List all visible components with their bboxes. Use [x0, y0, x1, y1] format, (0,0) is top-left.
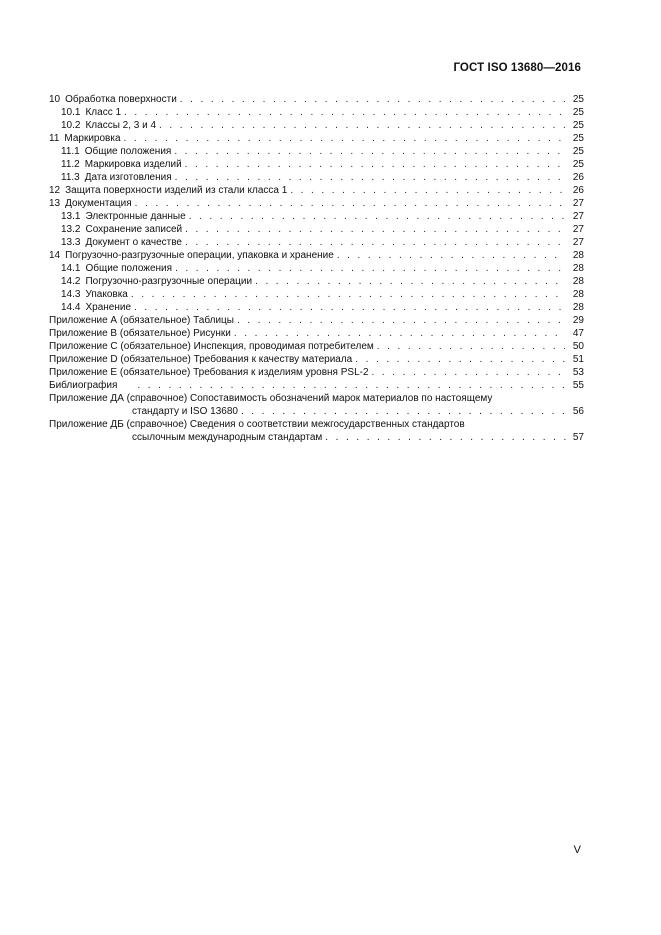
toc-entry-title: Хранение — [85, 302, 132, 313]
toc-leader — [131, 288, 565, 301]
toc-entry — [49, 93, 584, 106]
toc-entry-number: 14 — [49, 250, 61, 261]
toc-leader — [325, 431, 570, 444]
toc-leader — [185, 158, 565, 171]
toc-leader — [377, 340, 565, 353]
toc-entry-page: 25 — [572, 120, 584, 131]
toc-leader — [175, 171, 565, 184]
toc-entry-page: 26 — [572, 172, 584, 183]
toc-entry-page: 57 — [572, 432, 584, 443]
toc-leader — [290, 184, 565, 197]
toc-leader — [185, 236, 565, 249]
toc-leader — [337, 249, 565, 262]
toc-entry-page: 27 — [572, 198, 584, 209]
toc-entry-title: Документ о качестве — [85, 237, 182, 248]
toc-entry — [49, 236, 584, 249]
toc-entry-title: Электронные данные — [85, 211, 186, 222]
toc-entry — [49, 106, 584, 119]
toc-entry-title-continued: стандарту и ISO 13680 — [132, 406, 238, 417]
toc-entry — [49, 145, 584, 158]
toc-leader — [180, 93, 565, 106]
toc-leader — [255, 275, 565, 288]
toc-entry — [49, 171, 584, 184]
toc-entry-number: 12 — [49, 185, 61, 196]
toc-entry-annex-da — [49, 392, 584, 418]
toc-entry-page: 28 — [572, 263, 584, 274]
toc-entry-page: 25 — [572, 159, 584, 170]
toc-entry — [49, 314, 584, 327]
toc-entry — [49, 262, 584, 275]
toc-entry-page: 28 — [572, 289, 584, 300]
toc-entry-page: 25 — [572, 146, 584, 157]
toc-entry — [49, 197, 584, 210]
toc-entry-page: 28 — [572, 250, 584, 261]
toc-leader — [124, 132, 565, 145]
toc-entry-title-continued: ссылочным международным стандартам — [132, 432, 323, 443]
toc-entry-annex-db — [49, 418, 584, 444]
toc-entry — [49, 184, 584, 197]
toc-entry-number: 14.2 — [61, 276, 81, 287]
toc-entry-title: Дата изготовления — [84, 172, 172, 183]
toc-entry — [49, 379, 584, 392]
toc-entry-number: 10.2 — [61, 120, 81, 131]
toc-entry — [49, 132, 584, 145]
toc-leader — [372, 366, 565, 379]
toc-leader — [137, 379, 565, 392]
toc-entry-title: Общие положения — [84, 146, 172, 157]
toc-leader — [174, 145, 565, 158]
toc-entry — [49, 366, 584, 379]
toc-entry-title: Обработка поверхности — [65, 94, 177, 105]
toc-entry — [49, 249, 584, 262]
toc-entry-number: 14.4 — [61, 302, 81, 313]
toc-entry-page: 25 — [572, 94, 584, 105]
toc-entry-page: 51 — [572, 354, 584, 365]
toc-leader — [159, 119, 565, 132]
toc-entry-number: 11.3 — [61, 172, 80, 183]
toc-entry-title: Погрузочно-разгрузочные операции — [85, 276, 253, 287]
document-id-header: ГОСТ ISO 13680—2016 — [453, 62, 581, 74]
toc-leader — [237, 314, 565, 327]
toc-entry-title: Библиография — [49, 380, 118, 391]
toc-entry-page: 28 — [572, 276, 584, 287]
toc-entry-number: 11.2 — [61, 159, 80, 170]
toc-entry-title: Приложение D (обязательное) Требования к качеству материала — [49, 354, 353, 365]
toc-entry-title: Общие положения — [85, 263, 173, 274]
toc-leader — [175, 262, 565, 275]
toc-entry — [49, 223, 584, 236]
toc-entry-number: 13.2 — [61, 224, 81, 235]
toc-entry-title: Приложение В (обязательное) Рисунки — [49, 328, 231, 339]
toc-entry-title: Маркировка изделий — [84, 159, 182, 170]
toc-entry-page: 53 — [572, 367, 584, 378]
toc-entry-title: Приложение Е (обязательное) Требования к изделиям уровня PSL-2 — [49, 367, 369, 378]
toc-entry-page: 29 — [572, 315, 584, 326]
toc-entry-title: Документация — [65, 198, 132, 209]
toc-leader — [234, 327, 565, 340]
toc-leader — [135, 197, 565, 210]
toc-entry-title: Маркировка — [64, 133, 121, 144]
toc-entry-page: 25 — [572, 133, 584, 144]
toc-entry-title: Упаковка — [85, 289, 128, 300]
toc-entry-page: 27 — [572, 211, 584, 222]
toc-entry-number: 11.1 — [61, 146, 80, 157]
toc-leader — [241, 405, 570, 418]
toc-entry-title: Приложение ДА (справочное) Сопоставимость обозначений марок материалов по настоящему — [49, 393, 493, 404]
toc-entry — [49, 275, 584, 288]
toc-entry — [49, 327, 584, 340]
toc-entry-number: 13.1 — [61, 211, 81, 222]
toc-entry-number: 10 — [49, 94, 61, 105]
toc-entry-title: Сохранение записей — [85, 224, 183, 235]
toc-entry-page: 27 — [572, 237, 584, 248]
toc-entry-number: 14.3 — [61, 289, 81, 300]
toc-entry — [49, 158, 584, 171]
toc-entry-page: 50 — [572, 341, 584, 352]
toc-leader — [124, 106, 565, 119]
toc-entry-title: Класс 1 — [85, 107, 122, 118]
toc-entry-page: 47 — [572, 328, 584, 339]
toc-entry-title: Приложение ДБ (справочное) Сведения о соответствии межгосударственных стандартов — [49, 419, 465, 430]
toc-entry — [49, 340, 584, 353]
toc-entry-number: 13.3 — [61, 237, 81, 248]
toc-entry-page: 55 — [572, 380, 584, 391]
toc-entry-number: 11 — [49, 133, 60, 144]
toc-entry — [49, 119, 584, 132]
toc-entry-page: 56 — [572, 406, 584, 417]
toc-entry-page: 25 — [572, 107, 584, 118]
page-number: V — [573, 844, 581, 856]
toc-entry-number: 14.1 — [61, 263, 81, 274]
toc-leader — [355, 353, 565, 366]
toc-entry-title: Погрузочно-разгрузочные операции, упаковка и хранение — [65, 250, 334, 261]
toc-entry-number: 10.1 — [61, 107, 81, 118]
toc-entry — [49, 301, 584, 314]
toc-entry-page: 28 — [572, 302, 584, 313]
toc-entry-title: Приложение А (обязательное) Таблицы — [49, 315, 234, 326]
toc-entry-title: Приложение С (обязательное) Инспекция, проводимая потребителем — [49, 341, 374, 352]
toc-entry-title: Классы 2, 3 и 4 — [85, 120, 157, 131]
toc-entry-page: 26 — [572, 185, 584, 196]
toc-entry-page: 27 — [572, 224, 584, 235]
toc-entry — [49, 353, 584, 366]
toc-entry-title: Защита поверхности изделий из стали класса 1 — [65, 185, 288, 196]
table-of-contents — [49, 93, 584, 444]
toc-leader — [134, 301, 565, 314]
toc-leader — [185, 223, 565, 236]
toc-leader — [189, 210, 565, 223]
toc-entry — [49, 210, 584, 223]
toc-entry — [49, 288, 584, 301]
toc-entry-number: 13 — [49, 198, 61, 209]
